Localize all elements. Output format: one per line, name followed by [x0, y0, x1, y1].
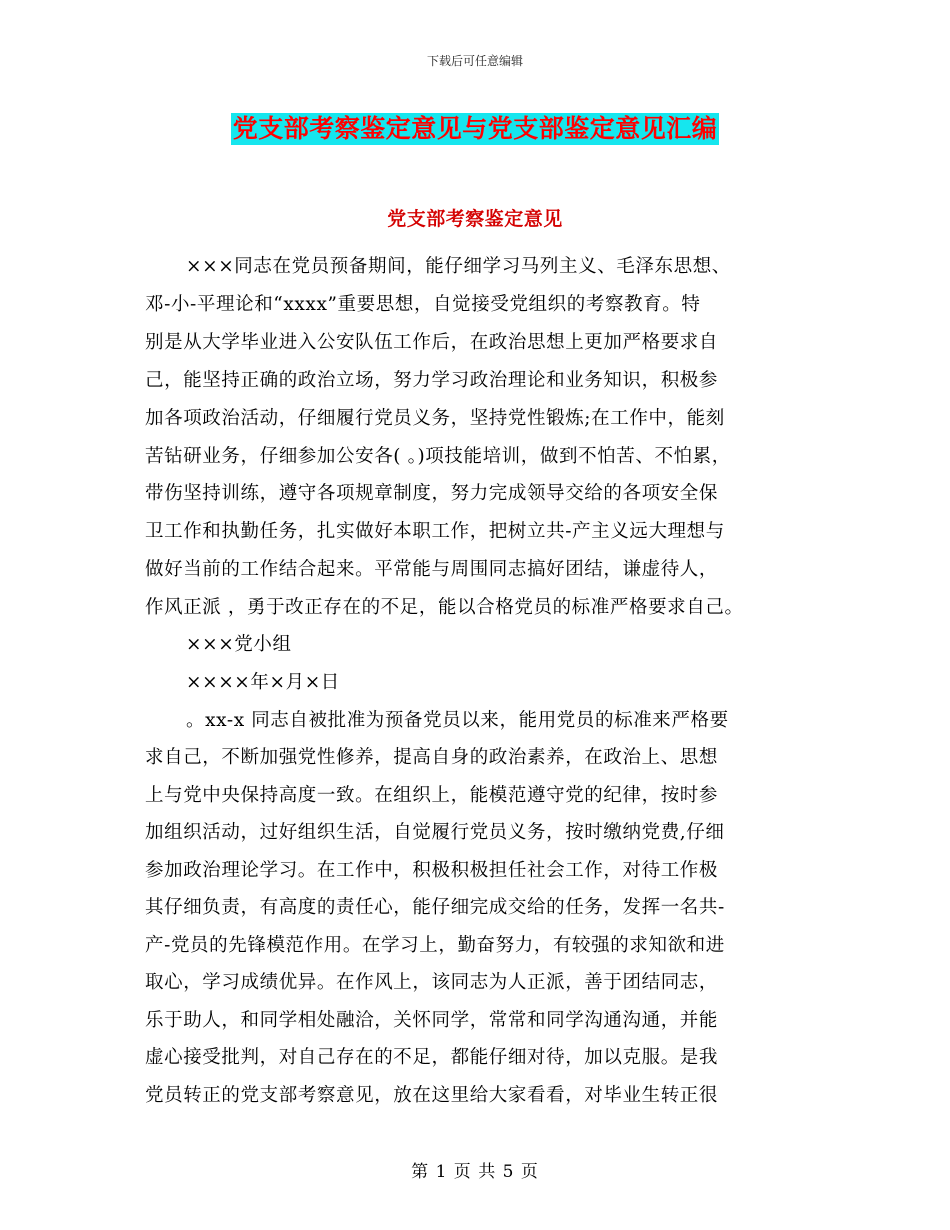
- paragraph-line: 求自己，不断加强党性修养，提高自身的政治素养，在政治上、思想: [145, 747, 719, 768]
- page-number: 第 1 页 共 5 页: [411, 1162, 539, 1182]
- paragraph-line: 产-党员的先锋模范作用。在学习上，勤奋努力，有较强的求知欲和进: [145, 935, 725, 956]
- paragraph-line: 带伤坚持训练，遵守各项规章制度，努力完成领导交给的各项安全保: [145, 483, 719, 504]
- paragraph-line: 别是从大学毕业进入公安队伍工作后，在政治思想上更加严格要求自: [145, 332, 719, 353]
- paragraph-line: 。xx-x 同志自被批准为预备党员以来，能用党员的标准来严格要: [186, 710, 729, 731]
- section-title: 党支部考察鉴定意见: [387, 208, 563, 230]
- paragraph-line: 苦钻研业务，仔细参加公安各( 。)项技能培训，做到不怕苦、不怕累，: [145, 446, 731, 467]
- paragraph-line: 己，能坚持正确的政治立场，努力学习政治理论和业务知识，积极参: [145, 370, 719, 391]
- paragraph-line: 参加政治理论学习。在工作中，积极积极担任社会工作，对待工作极: [145, 860, 719, 881]
- page-header-note: 下载后可任意编辑: [426, 54, 523, 68]
- paragraph-line: ×××同志在党员预备期间，能仔细学习马列主义、毛泽东思想、: [186, 256, 731, 277]
- paragraph-line: 乐于助人，和同学相处融洽，关怀同学，常常和同学沟通沟通，并能: [145, 1010, 719, 1031]
- paragraph-line: 上与党中央保持高度一致。在组织上，能模范遵守党的纪律，按时参: [145, 785, 719, 806]
- paragraph-line: 其仔细负责，有高度的责任心，能仔细完成交给的任务，发挥一名共-: [145, 897, 725, 918]
- document-title-wrapper: [0, 113, 950, 145]
- paragraph-line: 邓-小-平理论和“xxxx”重要思想，自觉接受党组织的考察教育。特: [145, 294, 701, 315]
- paragraph-line: 党员转正的党支部考察意见，放在这里给大家看看，对毕业生转正很: [145, 1085, 719, 1106]
- paragraph-line: 加各项政治活动，仔细履行党员义务，坚持党性锻炼;在工作中，能刻: [145, 408, 725, 429]
- paragraph-line: 做好当前的工作结合起来。平常能与周围同志搞好团结，谦虚待人，: [145, 559, 719, 580]
- paragraph-line: 作风正派 ，勇于改正存在的不足，能以合格党员的标准严格要求自己。: [145, 597, 744, 618]
- document-title: 党支部考察鉴定意见与党支部鉴定意见汇编: [232, 114, 718, 143]
- signature-party-group: ×××党小组: [186, 634, 292, 655]
- paragraph-line: 取心，学习成绩优异。在作风上，该同志为人正派，善于团结同志，: [145, 972, 719, 993]
- paragraph-line: 卫工作和执勤任务，扎实做好本职工作，把树立共-产主义远大理想与: [145, 521, 725, 542]
- paragraph-line: 加组织活动，过好组织生活，自觉履行党员义务，按时缴纳党费,仔细: [145, 822, 725, 843]
- paragraph-line: 虚心接受批判，对自己存在的不足，都能仔细对待，加以克服。是我: [145, 1047, 719, 1068]
- signature-date: ××××年×月×日: [186, 672, 340, 693]
